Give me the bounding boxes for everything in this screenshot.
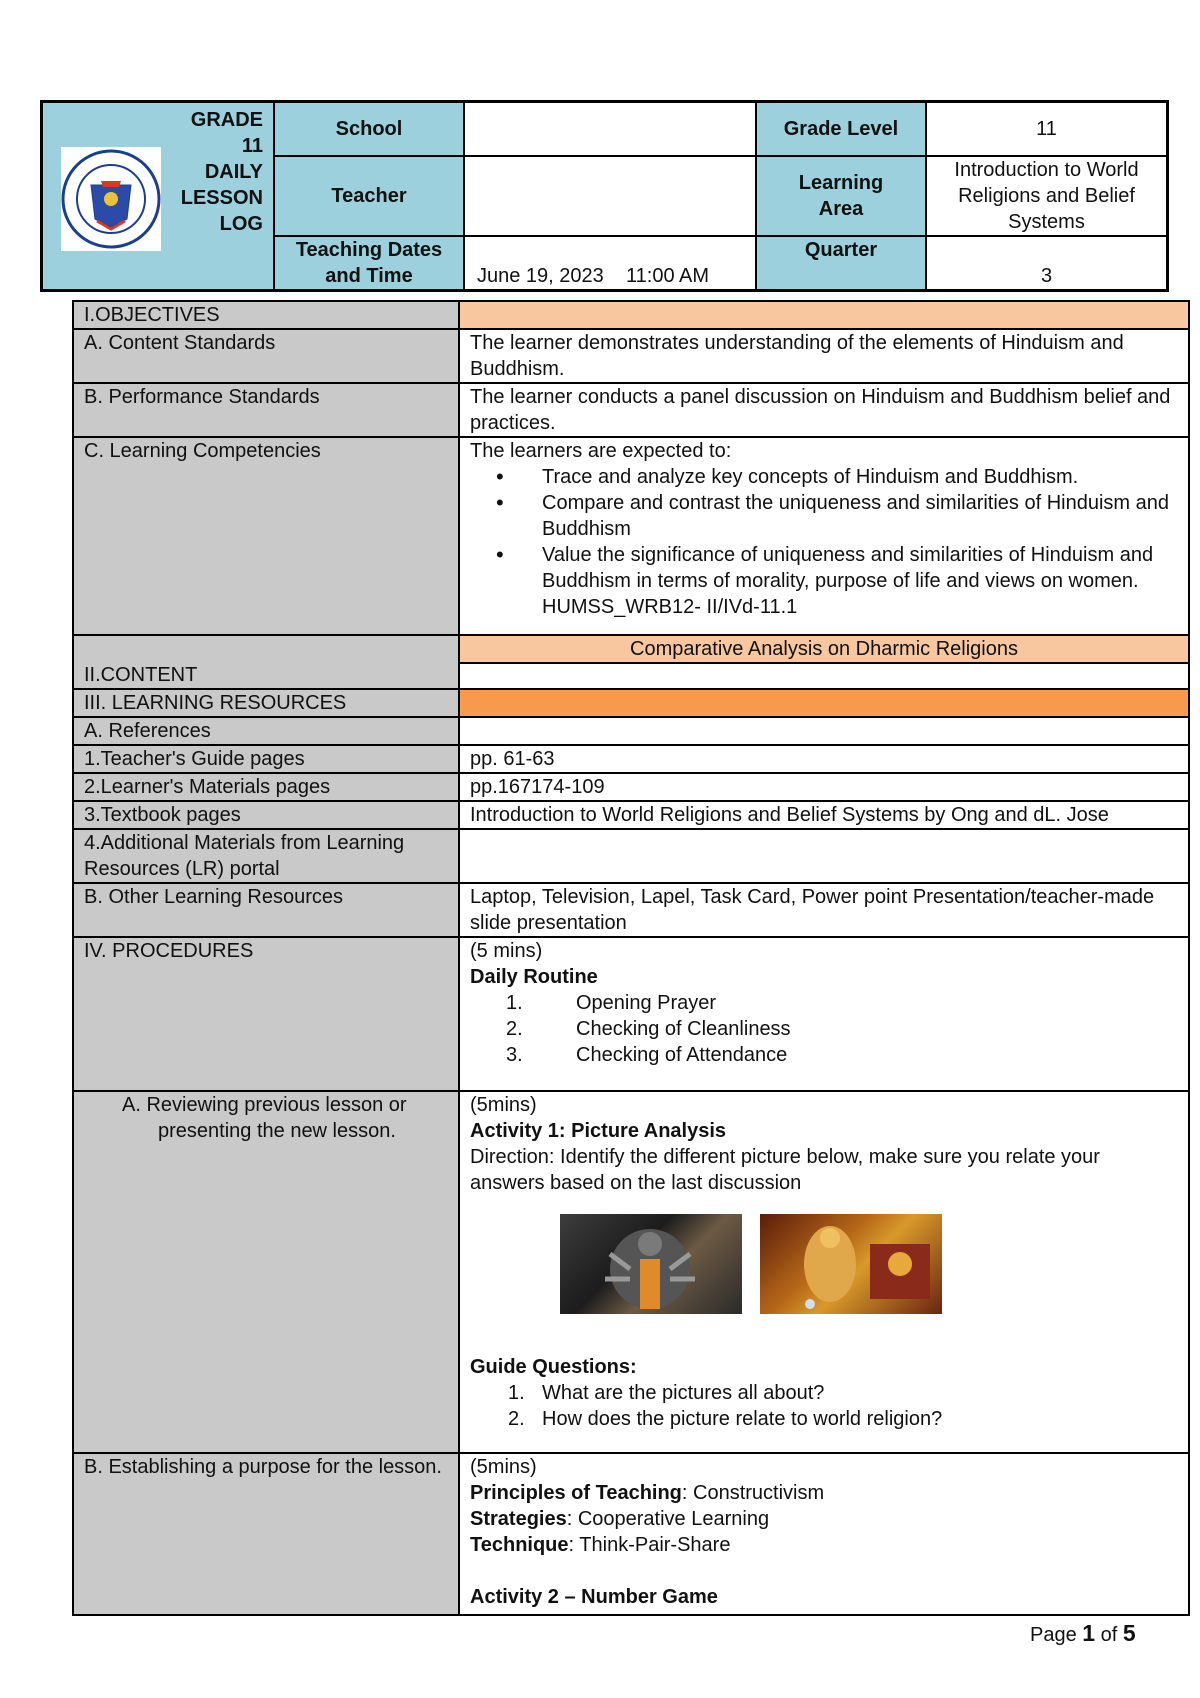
content-standards-label: A. Content Standards	[73, 329, 459, 383]
teaching-dates-value: June 19, 2023 11:00 AM	[464, 236, 756, 291]
learners-materials-label: 2.Learner's Materials pages	[73, 773, 459, 801]
references-row	[73, 717, 1189, 745]
establishing-purpose-value	[459, 1453, 1189, 1615]
teacher-value	[464, 156, 756, 236]
teacher-label: Teacher	[274, 156, 464, 236]
grade-daily-lesson-log-title: GRADE 11 DAILY LESSON LOG	[180, 108, 263, 235]
learning-competencies-label: C. Learning Competencies	[73, 437, 459, 635]
learning-competencies-value	[459, 437, 1189, 635]
principles-line: Principles of Teaching: Constructivism	[470, 1482, 825, 1504]
performance-standards-value: The learner conducts a panel discussion on Hinduism and Buddhism belief and practices.	[459, 383, 1189, 437]
list-item: • Value the significance of uniqueness and similarities of Hinduism and Buddhism in terms of morality, purpose of life and views on women. HUMSS_WRB12- II/IVd-11.1	[520, 542, 1178, 620]
learning-resources-row	[73, 689, 1189, 717]
reviewing-lesson-row	[73, 1091, 1189, 1453]
list-item: • Trace and analyze key concepts of Hinduism and Buddhism.	[520, 464, 1178, 490]
procedures-value	[459, 937, 1189, 1091]
competencies-list	[470, 464, 1178, 620]
strategies-line: Strategies: Cooperative Learning	[470, 1508, 770, 1530]
hindu-deity-statue-image	[560, 1214, 742, 1314]
content-value-cell	[459, 635, 1189, 689]
daily-routine-list	[470, 990, 1178, 1068]
grade-level-label: Grade Level	[756, 102, 926, 156]
activity1-title: Activity 1: Picture Analysis	[470, 1120, 727, 1142]
buddha-statue-image	[760, 1214, 942, 1314]
objectives-row	[73, 301, 1189, 329]
list-item: 3. Checking of Attendance	[506, 1044, 788, 1066]
guide-questions-title: Guide Questions:	[470, 1356, 637, 1378]
content-standards-row	[73, 329, 1189, 383]
technique-line: Technique: Think-Pair-Share	[470, 1534, 731, 1556]
lesson-log-table	[72, 300, 1190, 1616]
performance-standards-label: B. Performance Standards	[73, 383, 459, 437]
reviewing-lesson-label: A. Reviewing previous lesson or presenting the new lesson.	[73, 1091, 459, 1453]
competencies-intro: The learners are expected to:	[470, 440, 732, 462]
grade-level-value: 11	[926, 102, 1168, 156]
teachers-guide-value: pp. 61-63	[459, 745, 1189, 773]
content-row	[73, 635, 1189, 689]
additional-materials-label: 4.Additional Materials from Learning Resources (LR) portal	[73, 829, 459, 883]
reviewing-lesson-value	[459, 1091, 1189, 1453]
learning-competencies-row	[73, 437, 1189, 635]
list-item: 1. Opening Prayer	[506, 992, 717, 1014]
activity1-direction: Direction: Identify the different picture below, make sure you relate your answers based on the last discussion	[470, 1146, 1100, 1194]
daily-routine-title: Daily Routine	[470, 966, 598, 988]
learning-resources-value	[459, 689, 1189, 717]
list-item: 2. Checking of Cleanliness	[506, 1018, 791, 1040]
other-resources-row	[73, 883, 1189, 937]
objectives-title: I.OBJECTIVES	[73, 301, 459, 329]
school-label: School	[274, 102, 464, 156]
activity1-pictures	[470, 1214, 1178, 1332]
references-label: A. References	[73, 717, 459, 745]
school-value	[464, 102, 756, 156]
activity2-time: (5mins)	[470, 1456, 537, 1478]
quarter-label: Quarter	[756, 236, 926, 291]
guide-questions-list	[470, 1380, 1178, 1432]
procedures-row	[73, 937, 1189, 1091]
establishing-purpose-row	[73, 1453, 1189, 1615]
procedures-time: (5 mins)	[470, 940, 543, 962]
other-resources-value: Laptop, Television, Lapel, Task Card, Power point Presentation/teacher-made slide presentation	[459, 883, 1189, 937]
list-item: • Compare and contrast the uniqueness and similarities of Hinduism and Buddhism	[520, 490, 1178, 542]
performance-standards-row	[73, 383, 1189, 437]
learners-materials-row	[73, 773, 1189, 801]
content-value: Comparative Analysis on Dharmic Religions	[460, 636, 1188, 664]
page-number: Page 1 of 5	[1030, 1620, 1136, 1646]
header-table	[40, 100, 1169, 292]
content-standards-value: The learner demonstrates understanding of the elements of Hinduism and Buddhism.	[459, 329, 1189, 383]
additional-materials-row	[73, 829, 1189, 883]
quarter-value: 3	[926, 236, 1168, 291]
deped-seal-logo	[61, 147, 161, 251]
other-resources-label: B. Other Learning Resources	[73, 883, 459, 937]
textbook-label: 3.Textbook pages	[73, 801, 459, 829]
learning-resources-title: III. LEARNING RESOURCES	[73, 689, 459, 717]
header-logo-cell	[42, 102, 275, 291]
activity2-title: Activity 2 – Number Game	[470, 1586, 718, 1608]
learning-area-label: Learning Area	[756, 156, 926, 236]
list-item: 1. What are the pictures all about?	[508, 1382, 825, 1404]
teachers-guide-row	[73, 745, 1189, 773]
objectives-value	[459, 301, 1189, 329]
activity1-time: (5mins)	[470, 1094, 537, 1116]
teachers-guide-label: 1.Teacher's Guide pages	[73, 745, 459, 773]
references-value	[459, 717, 1189, 745]
additional-materials-value	[459, 829, 1189, 883]
learners-materials-value: pp.167174-109	[459, 773, 1189, 801]
content-label: II.CONTENT	[73, 635, 459, 689]
textbook-row	[73, 801, 1189, 829]
teaching-dates-label: Teaching Dates and Time	[274, 236, 464, 291]
establishing-purpose-label: B. Establishing a purpose for the lesson.	[73, 1453, 459, 1615]
learning-area-value: Introduction to World Religions and Belief Systems	[926, 156, 1168, 236]
list-item: 2. How does the picture relate to world religion?	[508, 1408, 943, 1430]
procedures-label: IV. PROCEDURES	[73, 937, 459, 1091]
textbook-value: Introduction to World Religions and Belief Systems by Ong and dL. Jose	[459, 801, 1189, 829]
